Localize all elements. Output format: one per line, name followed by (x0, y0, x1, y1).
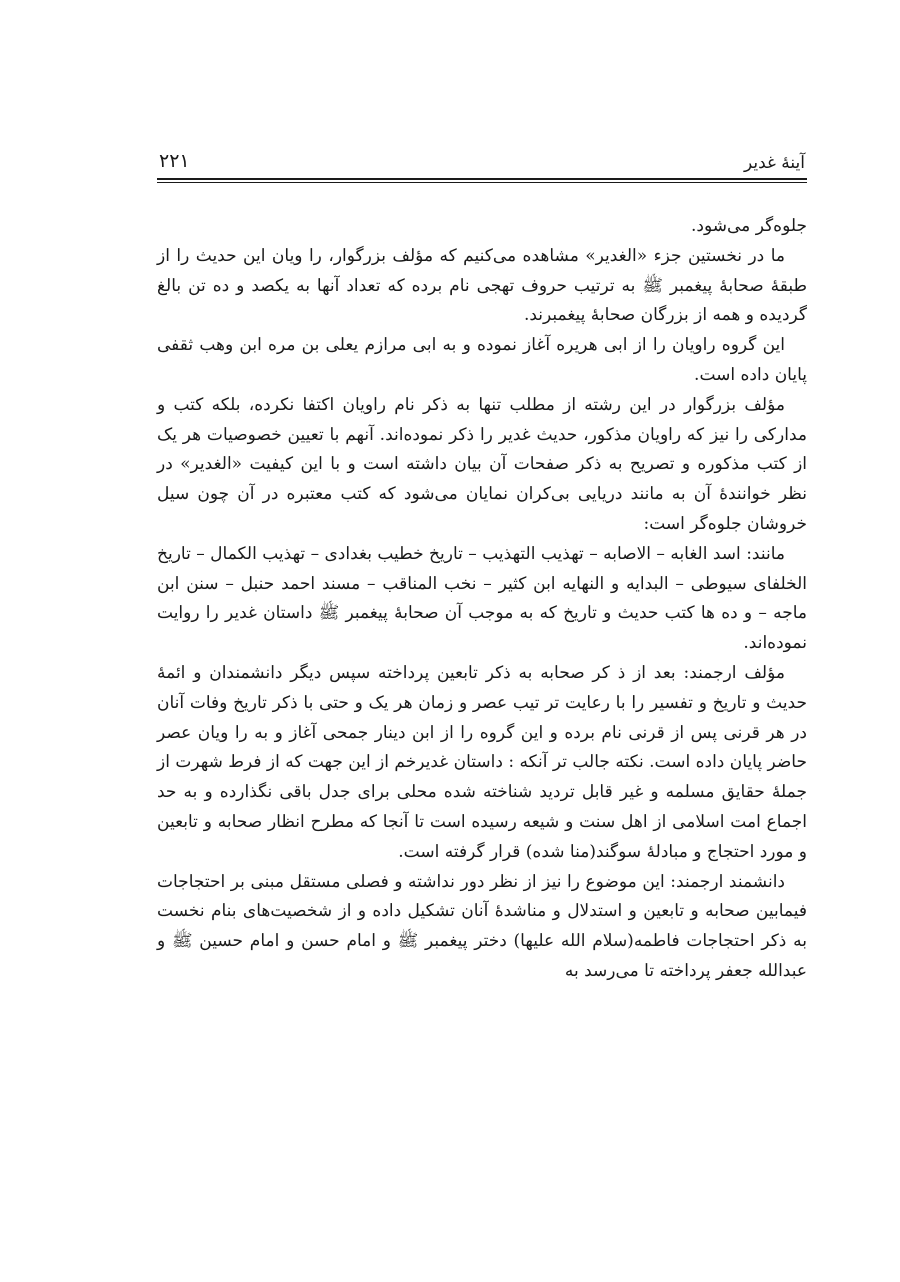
paragraph: مؤلف بزرگوار در این رشته از مطلب تنها به ذکر نام راویان اکتفا نکرده، بلکه کتب و مدارکی را نیز که راویان مذکور، حدیث غدیر را ذکر نموده‌اند. آنهم با تعیین خصوصیات هر یک از کتب مذکوره و تصریح به ذکر صفحات آن بیان داشته است و با این کیفیت «الغدیر» در نظر خوانندهٔ آن به مانند دریایی بی‌کران نمایان می‌شود که کتب معتبره در آن چون سیل خروشان جلوه‌گر است: (157, 394, 807, 534)
book-title: آینهٔ غدیر (743, 153, 805, 173)
page-number: ۲۲۱ (159, 150, 190, 172)
paragraph: ما در نخستین جزء «الغدیر» مشاهده می‌کنیم که مؤلف بزرگوار، را ویان این حدیث را از طبقهٔ صحابهٔ پیغمبر ﷺ به ترتیب حروف تهجی نام برده که تعداد آنها به یکصد و ده تن بالغ گردیده و همه از بزرگان صحابهٔ پیغمبرند. (157, 245, 807, 326)
body-text (157, 212, 807, 987)
paragraph-continuation: جلوه‌گر می‌شود. (691, 216, 807, 236)
paragraph: مانند: اسد الغابه – الاصابه – تهذیب التهذیب – تاریخ خطیب بغدادی – تهذیب الکمال – تاریخ الخلفای سیوطی – البدایه و النهایه ابن کثیر – نخب المناقب – مسند احمد حنبل – سنن ابن ماجه – و ده ها کتب حدیث و تاریخ که به موجب آن صحابهٔ پیغمبر ﷺ داستان غدیر را روایت نموده‌اند. (157, 543, 807, 654)
paragraph: دانشمند ارجمند: این موضوع را نیز از نظر دور نداشته و فصلی مستقل مبنی بر احتجاجات فیمابین صحابه و تابعین و استدلال و مناشدهٔ آنان تشکیل داده و از شخصیت‌های بنام نخست به ذکر احتجاجات فاطمه(سلام الله علیها) دختر پیغمبر ﷺ و امام حسن و امام حسین ﷺ و عبدالله جعفر پرداخته تا می‌رسد به (157, 871, 807, 981)
header-rule-thin (157, 182, 807, 183)
paragraph: این گروه راویان را از ابی هریره آغاز نموده و به ابی مرازم یعلی بن مره ابن وهب ثقفی پایان داده است. (157, 335, 807, 385)
header-rule-thick (157, 178, 807, 180)
running-header (157, 146, 807, 178)
paragraph: مؤلف ارجمند: بعد از ذ کر صحابه به ذکر تابعین پرداخته سپس دیگر دانشمندان و ائمهٔ حدیث و تاریخ و تفسیر را با رعایت تر تیب عصر و زمان هر یک و حتی با ذکر تاریخ وفات آنان در هر قرنی پس از قرنی نام برده و این گروه را از ابن دینار جمحی آغاز و به را ویان عصر حاضر پایان داده است. نکته جالب تر آنکه : داستان غدیرخم از این جهت که از فرط شهرت از جملهٔ حقایق مسلمه و غیر قابل تردید شناخته شده محلی برای جدل باقی نگذارده و به حد اجماع امت اسلامی از اهل سنت و شیعه رسیده است تا آنجا که مطرح انظار صحابه و تابعین و مورد احتجاج و مبادلهٔ سوگند(منا شده) قرار گرفته است. (157, 662, 807, 862)
header-rule (157, 178, 807, 182)
book-page (157, 0, 807, 1282)
